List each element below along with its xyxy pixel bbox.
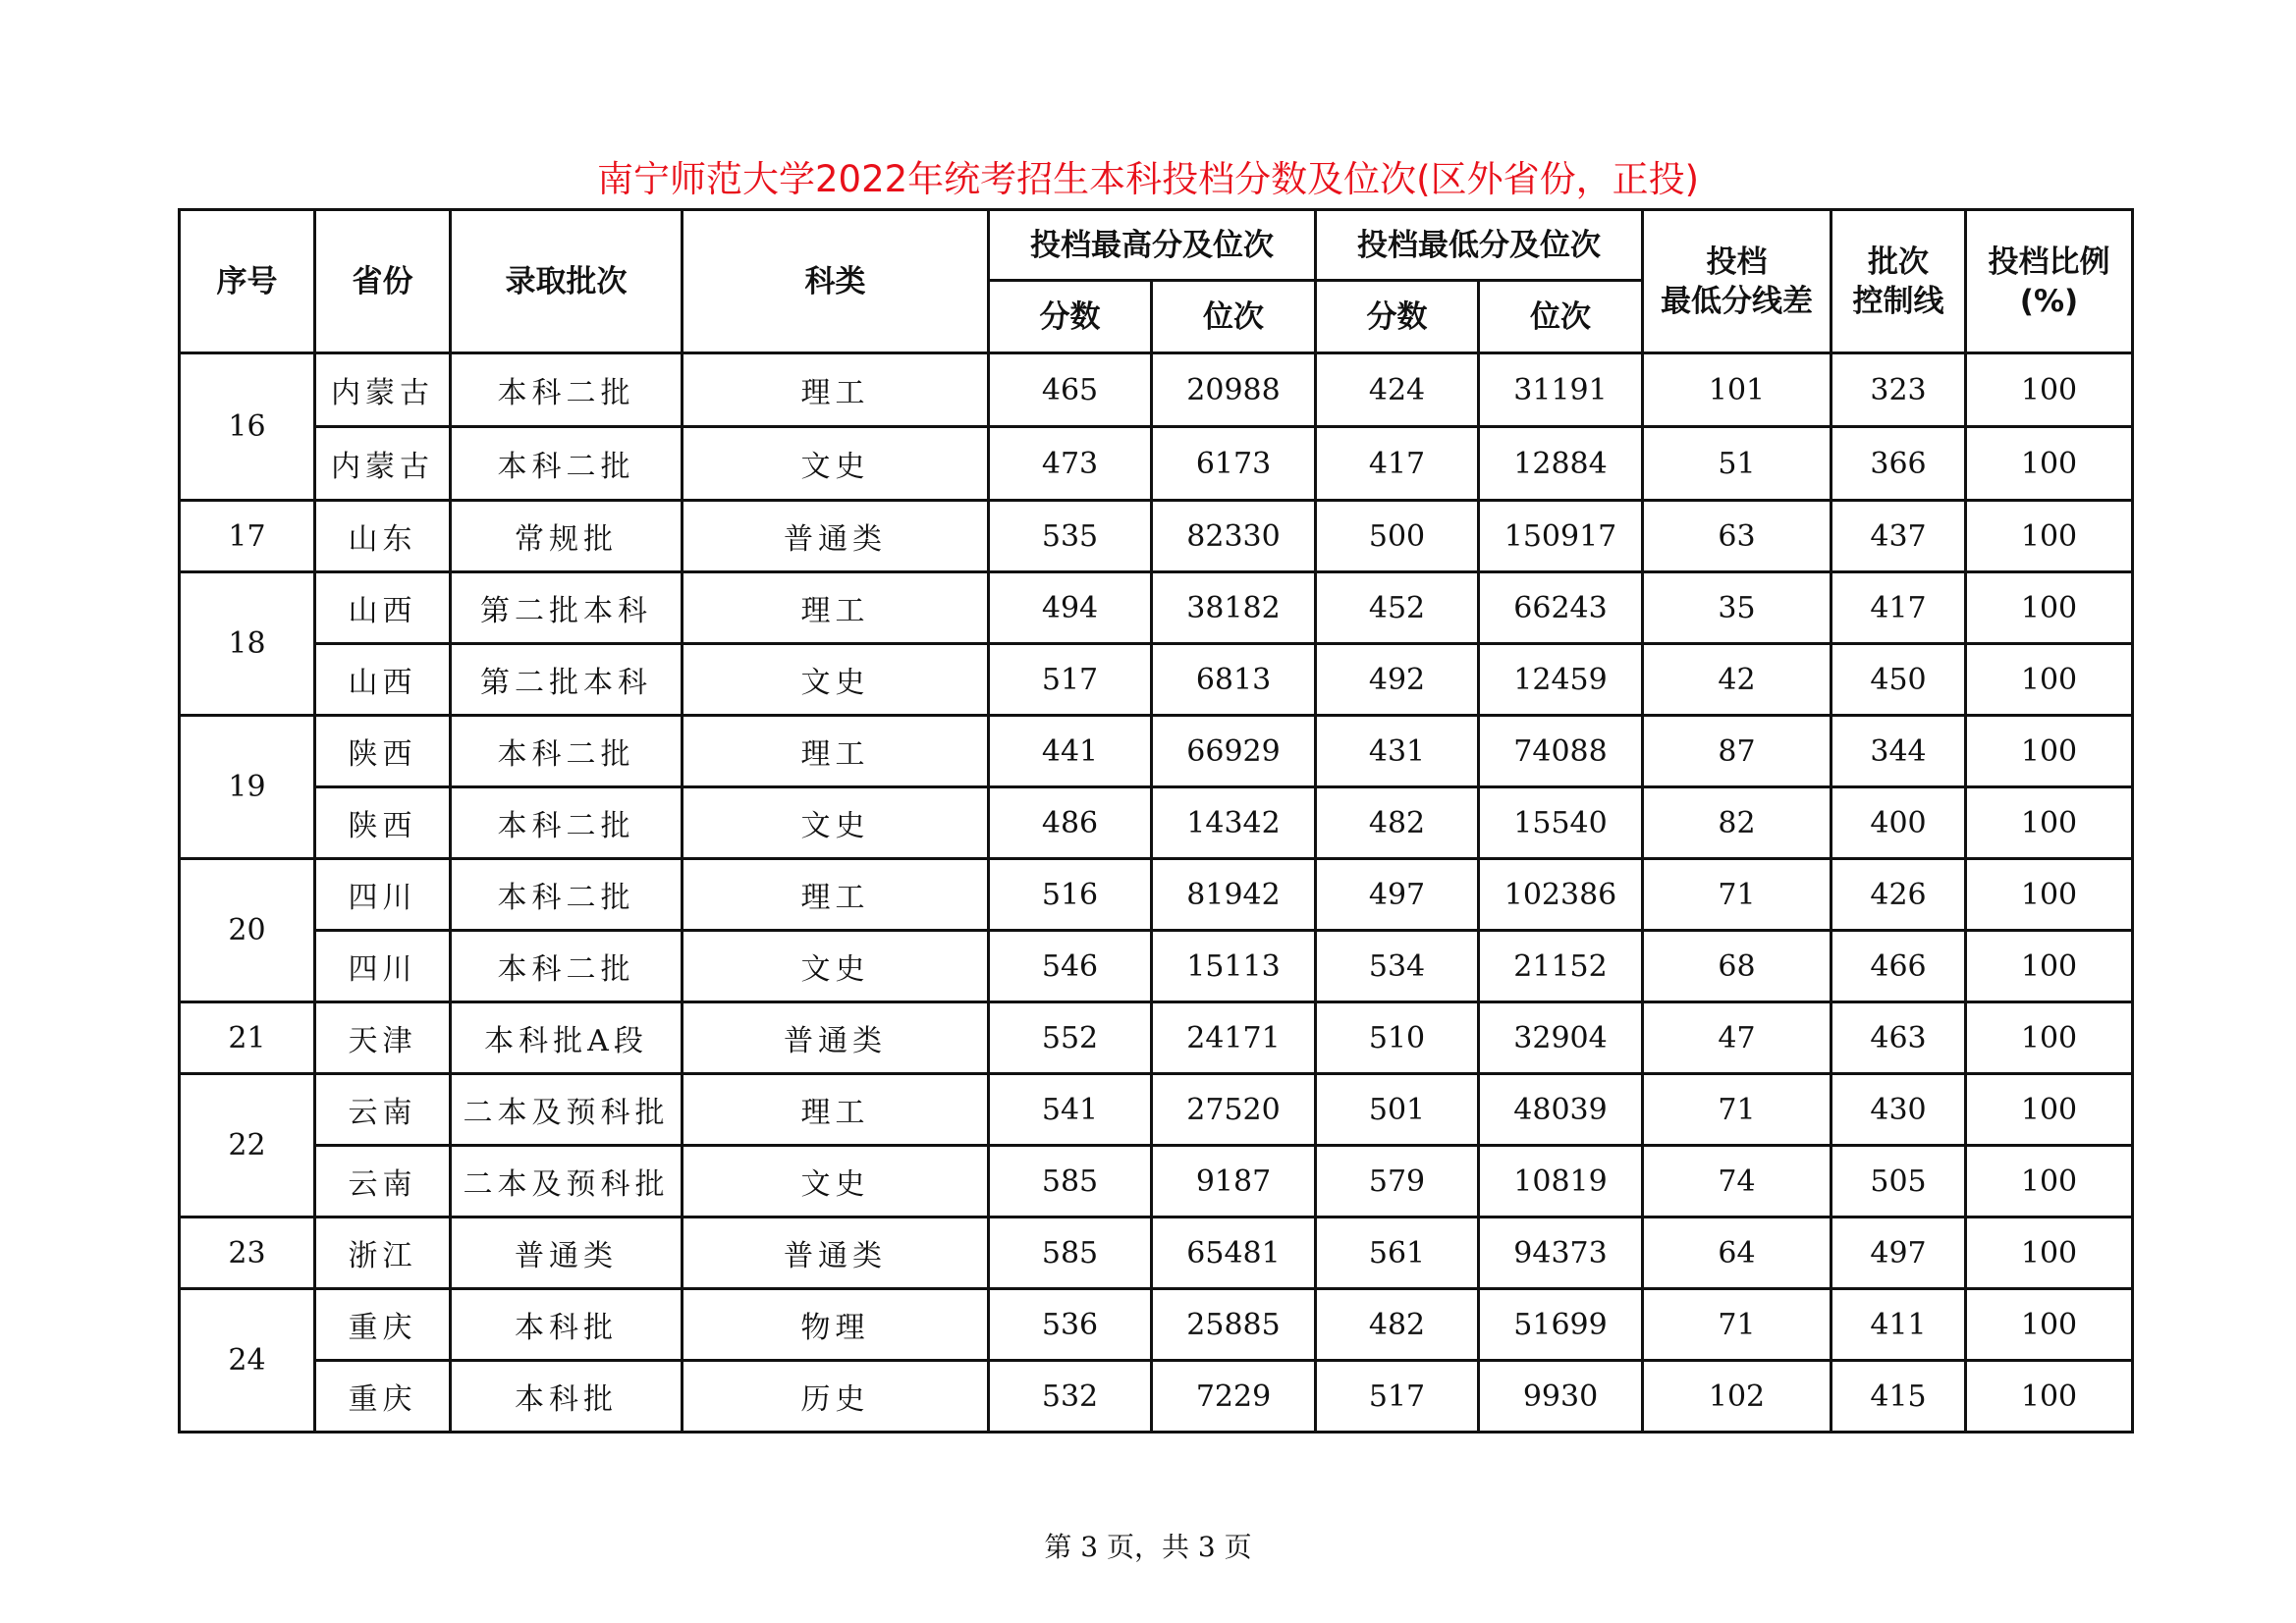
cell-ctrl: 366 — [1831, 427, 1966, 501]
cell-ctrl: 463 — [1831, 1002, 1966, 1074]
cell-max-rank: 20988 — [1152, 353, 1316, 427]
cell-province: 山东 — [315, 501, 451, 572]
cell-min-score: 497 — [1316, 859, 1479, 931]
header-province: 省份 — [315, 210, 451, 353]
cell-ratio: 100 — [1966, 501, 2133, 572]
cell-batch: 二本及预科批 — [451, 1146, 683, 1217]
cell-subject: 文史 — [683, 787, 989, 859]
header-max-score: 分数 — [989, 281, 1152, 353]
cell-min-score: 431 — [1316, 716, 1479, 787]
cell-province: 云南 — [315, 1146, 451, 1217]
cell-batch: 本科二批 — [451, 859, 683, 931]
cell-province: 四川 — [315, 859, 451, 931]
cell-diff: 82 — [1643, 787, 1831, 859]
cell-ratio: 100 — [1966, 859, 2133, 931]
cell-subject: 普通类 — [683, 1002, 989, 1074]
table-row — [180, 1289, 2133, 1361]
cell-min-score: 561 — [1316, 1217, 1479, 1289]
cell-diff: 64 — [1643, 1217, 1831, 1289]
cell-ctrl: 466 — [1831, 931, 1966, 1002]
cell-ctrl: 497 — [1831, 1217, 1966, 1289]
cell-max-score: 535 — [989, 501, 1152, 572]
cell-diff: 42 — [1643, 644, 1831, 716]
cell-max-score: 552 — [989, 1002, 1152, 1074]
cell-ratio: 100 — [1966, 1146, 2133, 1217]
cell-max-rank: 65481 — [1152, 1217, 1316, 1289]
cell-subject: 文史 — [683, 427, 989, 501]
cell-diff: 35 — [1643, 572, 1831, 644]
cell-diff: 71 — [1643, 859, 1831, 931]
cell-diff: 63 — [1643, 501, 1831, 572]
cell-min-score: 424 — [1316, 353, 1479, 427]
cell-min-rank: 94373 — [1479, 1217, 1643, 1289]
cell-min-rank: 150917 — [1479, 501, 1643, 572]
cell-province: 云南 — [315, 1074, 451, 1146]
cell-min-score: 510 — [1316, 1002, 1479, 1074]
header-seq: 序号 — [180, 210, 315, 353]
cell-min-rank: 31191 — [1479, 353, 1643, 427]
cell-max-rank: 38182 — [1152, 572, 1316, 644]
cell-diff: 102 — [1643, 1361, 1831, 1433]
cell-max-rank: 7229 — [1152, 1361, 1316, 1433]
cell-batch: 常规批 — [451, 501, 683, 572]
cell-max-score: 546 — [989, 931, 1152, 1002]
cell-min-rank: 15540 — [1479, 787, 1643, 859]
cell-diff: 51 — [1643, 427, 1831, 501]
cell-batch: 普通类 — [451, 1217, 683, 1289]
cell-diff: 87 — [1643, 716, 1831, 787]
cell-max-rank: 25885 — [1152, 1289, 1316, 1361]
header-diff-line1: 投档 — [1706, 243, 1768, 280]
cell-seq: 20 — [180, 859, 315, 1002]
cell-seq: 17 — [180, 501, 315, 572]
cell-min-score: 417 — [1316, 427, 1479, 501]
cell-max-score: 585 — [989, 1146, 1152, 1217]
cell-diff: 71 — [1643, 1289, 1831, 1361]
cell-subject: 历史 — [683, 1361, 989, 1433]
cell-min-score: 501 — [1316, 1074, 1479, 1146]
cell-ratio: 100 — [1966, 1289, 2133, 1361]
table-row — [180, 1002, 2133, 1074]
table-row — [180, 572, 2133, 644]
cell-min-score: 500 — [1316, 501, 1479, 572]
cell-batch: 本科二批 — [451, 353, 683, 427]
cell-ctrl: 450 — [1831, 644, 1966, 716]
cell-seq: 23 — [180, 1217, 315, 1289]
cell-seq: 22 — [180, 1074, 315, 1217]
table-row — [180, 787, 2133, 859]
cell-ratio: 100 — [1966, 644, 2133, 716]
page-title: 南宁师范大学2022年统考招生本科投档分数及位次(区外省份，正投) — [596, 158, 1700, 200]
cell-max-score: 536 — [989, 1289, 1152, 1361]
table-row — [180, 501, 2133, 572]
cell-diff: 47 — [1643, 1002, 1831, 1074]
cell-ratio: 100 — [1966, 353, 2133, 427]
cell-max-rank: 15113 — [1152, 931, 1316, 1002]
header-ratio-line1: 投档比例 — [1988, 243, 2110, 280]
cell-province: 四川 — [315, 931, 451, 1002]
cell-ratio: 100 — [1966, 1361, 2133, 1433]
cell-ratio: 100 — [1966, 1002, 2133, 1074]
cell-subject: 文史 — [683, 644, 989, 716]
cell-province: 山西 — [315, 572, 451, 644]
cell-max-score: 585 — [989, 1217, 1152, 1289]
cell-max-rank: 6813 — [1152, 644, 1316, 716]
cell-min-rank: 48039 — [1479, 1074, 1643, 1146]
cell-min-rank: 74088 — [1479, 716, 1643, 787]
cell-max-rank: 9187 — [1152, 1146, 1316, 1217]
cell-ctrl: 426 — [1831, 859, 1966, 931]
cell-batch: 本科二批 — [451, 427, 683, 501]
cell-ratio: 100 — [1966, 427, 2133, 501]
cell-subject: 理工 — [683, 859, 989, 931]
cell-min-score: 452 — [1316, 572, 1479, 644]
cell-min-score: 517 — [1316, 1361, 1479, 1433]
cell-ctrl: 437 — [1831, 501, 1966, 572]
header-batch: 录取批次 — [451, 210, 683, 353]
cell-max-score: 494 — [989, 572, 1152, 644]
admission-score-table — [178, 208, 2134, 1434]
cell-max-rank: 27520 — [1152, 1074, 1316, 1146]
cell-subject: 理工 — [683, 1074, 989, 1146]
cell-province: 重庆 — [315, 1289, 451, 1361]
header-ctrl-line1: 批次 — [1868, 243, 1929, 280]
table-row — [180, 716, 2133, 787]
cell-ctrl: 344 — [1831, 716, 1966, 787]
cell-subject: 理工 — [683, 572, 989, 644]
table-row — [180, 353, 2133, 427]
cell-min-rank: 66243 — [1479, 572, 1643, 644]
cell-batch: 本科批 — [451, 1289, 683, 1361]
header-ratio — [1966, 210, 2133, 353]
cell-min-rank: 21152 — [1479, 931, 1643, 1002]
cell-subject: 文史 — [683, 931, 989, 1002]
cell-diff: 101 — [1643, 353, 1831, 427]
cell-province: 重庆 — [315, 1361, 451, 1433]
cell-max-score: 541 — [989, 1074, 1152, 1146]
cell-batch: 本科批 — [451, 1361, 683, 1433]
table-row — [180, 427, 2133, 501]
cell-ratio: 100 — [1966, 1217, 2133, 1289]
cell-ctrl: 400 — [1831, 787, 1966, 859]
cell-max-score: 473 — [989, 427, 1152, 501]
cell-ratio: 100 — [1966, 1074, 2133, 1146]
cell-batch: 第二批本科 — [451, 572, 683, 644]
cell-batch: 二本及预科批 — [451, 1074, 683, 1146]
cell-max-score: 441 — [989, 716, 1152, 787]
cell-batch: 本科批A段 — [451, 1002, 683, 1074]
table-row — [180, 1361, 2133, 1433]
cell-max-rank: 82330 — [1152, 501, 1316, 572]
table-row — [180, 644, 2133, 716]
cell-province: 天津 — [315, 1002, 451, 1074]
cell-ctrl: 417 — [1831, 572, 1966, 644]
cell-ctrl: 411 — [1831, 1289, 1966, 1361]
cell-ratio: 100 — [1966, 931, 2133, 1002]
cell-seq: 24 — [180, 1289, 315, 1433]
cell-province: 陕西 — [315, 787, 451, 859]
header-ctrl — [1831, 210, 1966, 353]
cell-diff: 71 — [1643, 1074, 1831, 1146]
cell-max-rank: 14342 — [1152, 787, 1316, 859]
cell-min-rank: 9930 — [1479, 1361, 1643, 1433]
cell-province: 内蒙古 — [315, 353, 451, 427]
header-ratio-line2: (%) — [2019, 283, 2079, 319]
header-max-group: 投档最高分及位次 — [989, 210, 1316, 281]
header-diff-line2: 最低分线差 — [1661, 283, 1813, 319]
table-row — [180, 931, 2133, 1002]
cell-min-rank: 32904 — [1479, 1002, 1643, 1074]
cell-seq: 18 — [180, 572, 315, 716]
header-diff — [1643, 210, 1831, 353]
cell-min-rank: 102386 — [1479, 859, 1643, 931]
cell-ctrl: 323 — [1831, 353, 1966, 427]
cell-batch: 本科二批 — [451, 931, 683, 1002]
cell-max-rank: 24171 — [1152, 1002, 1316, 1074]
cell-max-rank: 6173 — [1152, 427, 1316, 501]
header-min-rank: 位次 — [1479, 281, 1643, 353]
cell-batch: 本科二批 — [451, 787, 683, 859]
cell-ctrl: 415 — [1831, 1361, 1966, 1433]
cell-seq: 21 — [180, 1002, 315, 1074]
cell-max-score: 516 — [989, 859, 1152, 931]
cell-subject: 文史 — [683, 1146, 989, 1217]
cell-province: 浙江 — [315, 1217, 451, 1289]
cell-province: 山西 — [315, 644, 451, 716]
cell-min-rank: 10819 — [1479, 1146, 1643, 1217]
table-row — [180, 1074, 2133, 1146]
cell-ctrl: 430 — [1831, 1074, 1966, 1146]
cell-min-rank: 12884 — [1479, 427, 1643, 501]
cell-max-score: 486 — [989, 787, 1152, 859]
header-max-rank: 位次 — [1152, 281, 1316, 353]
cell-subject: 物理 — [683, 1289, 989, 1361]
cell-subject: 普通类 — [683, 501, 989, 572]
cell-subject: 理工 — [683, 716, 989, 787]
cell-subject: 普通类 — [683, 1217, 989, 1289]
cell-max-rank: 66929 — [1152, 716, 1316, 787]
cell-diff: 68 — [1643, 931, 1831, 1002]
table-row — [180, 1217, 2133, 1289]
page-footer: 第 3 页，共 3 页 — [1044, 1531, 1252, 1563]
cell-ctrl: 505 — [1831, 1146, 1966, 1217]
cell-batch: 本科二批 — [451, 716, 683, 787]
cell-subject: 理工 — [683, 353, 989, 427]
table-row — [180, 1146, 2133, 1217]
cell-province: 内蒙古 — [315, 427, 451, 501]
header-min-score: 分数 — [1316, 281, 1479, 353]
cell-min-score: 579 — [1316, 1146, 1479, 1217]
cell-min-rank: 12459 — [1479, 644, 1643, 716]
cell-min-score: 482 — [1316, 787, 1479, 859]
cell-min-score: 492 — [1316, 644, 1479, 716]
cell-min-score: 482 — [1316, 1289, 1479, 1361]
cell-max-score: 532 — [989, 1361, 1152, 1433]
table-row — [180, 859, 2133, 931]
cell-ratio: 100 — [1966, 787, 2133, 859]
cell-min-rank: 51699 — [1479, 1289, 1643, 1361]
cell-ratio: 100 — [1966, 716, 2133, 787]
cell-diff: 74 — [1643, 1146, 1831, 1217]
header-subject: 科类 — [683, 210, 989, 353]
cell-province: 陕西 — [315, 716, 451, 787]
cell-seq: 19 — [180, 716, 315, 859]
cell-max-rank: 81942 — [1152, 859, 1316, 931]
cell-batch: 第二批本科 — [451, 644, 683, 716]
cell-ratio: 100 — [1966, 572, 2133, 644]
cell-min-score: 534 — [1316, 931, 1479, 1002]
cell-max-score: 517 — [989, 644, 1152, 716]
header-ctrl-line2: 控制线 — [1852, 283, 1944, 319]
cell-max-score: 465 — [989, 353, 1152, 427]
cell-seq: 16 — [180, 353, 315, 501]
header-min-group: 投档最低分及位次 — [1316, 210, 1643, 281]
